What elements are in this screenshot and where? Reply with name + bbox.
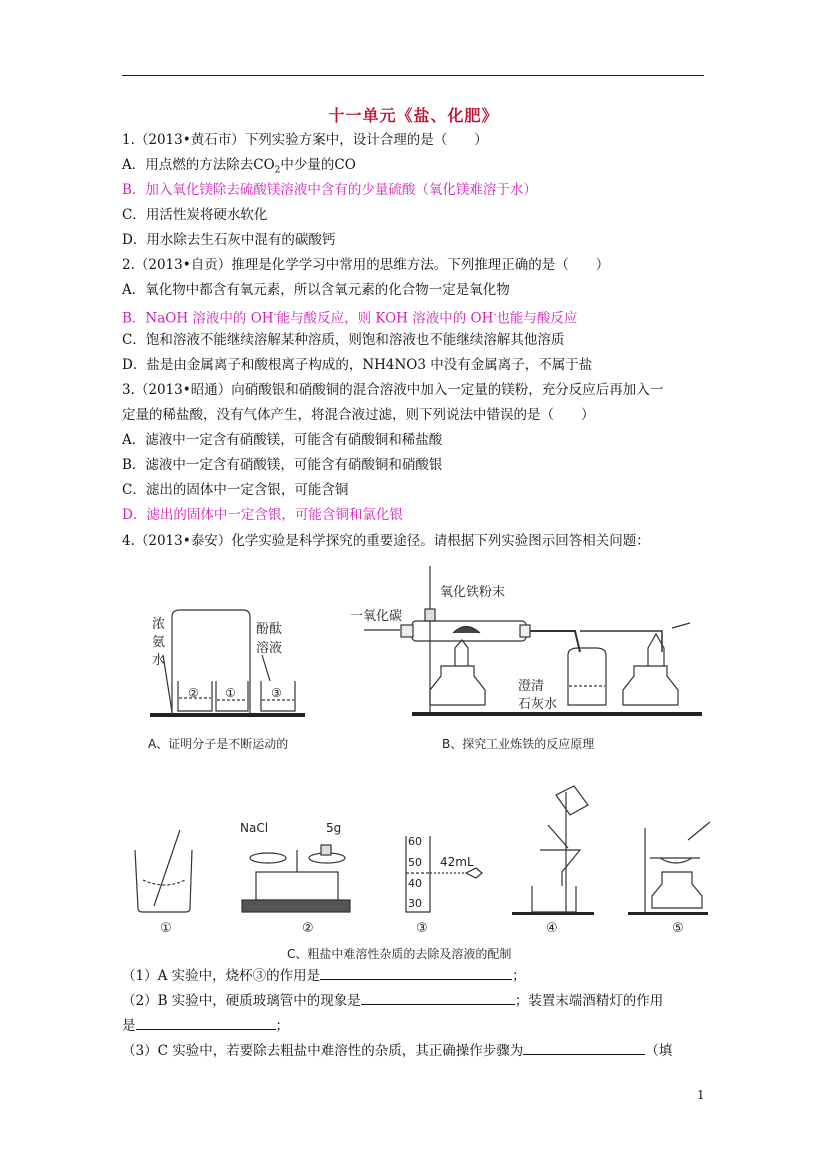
cylinder-tick-50: 50 [408, 856, 422, 869]
q3-option-c: C．滤出的固体中一定含银，可能含铜 [122, 482, 349, 498]
label-nacl: NaCl [240, 821, 269, 835]
step-number-3: ③ [416, 921, 428, 936]
q4-stem: 4.（2013•泰安）化学实验是科学探究的重要途径。请根据下列实验图示回答相关问题： [122, 533, 650, 549]
step-number-4: ④ [546, 921, 558, 936]
q1-option-a: A．用点燃的方法除去$CO_2$中少量的CO [122, 157, 356, 176]
page-number: 1 [697, 1088, 705, 1102]
step-number-2: ② [302, 921, 314, 936]
label-phenolphthalein-1: 酚酞 [256, 622, 283, 637]
label-strong-ammonia-1: 浓 [152, 617, 166, 632]
cylinder-tick-60: 60 [408, 835, 422, 848]
q2-option-b: B．NaOH 溶液中的 OH-能与酸反应，则 KOH 溶液中的 OH-也能与酸反应 [122, 310, 578, 327]
q3-stem-line1: 3.（2013•昭通）向硝酸银和硝酸铜的混合溶液中加入一定量的镁粉，充分反应后再加入一 [122, 382, 664, 398]
caption-b: B、探究工业炼铁的反应原理 [442, 737, 595, 751]
caption-a: A、证明分子是不断运动的 [148, 737, 289, 751]
step-number-1: ① [160, 921, 172, 936]
label-iron-oxide: 氧化铁粉末 [440, 585, 506, 600]
q1-option-b: B．加入氧化镁除去硫酸镁溶液中含有的少量硫酸（氧化镁难溶于水） [122, 182, 537, 198]
beaker-number-2: ② [188, 686, 199, 700]
page-title: 十一单元《盐、化肥》 [328, 106, 499, 125]
answer-blank-2[interactable] [361, 991, 515, 1005]
label-phenolphthalein-2: 溶液 [256, 641, 283, 656]
beaker-number-3: ③ [271, 686, 282, 700]
q2-stem: 2.（2013•自贡）推理是化学学习中常用的思维方法。下列推理正确的是（ ） [122, 257, 610, 273]
q2-option-d: D．盐是由金属离子和酸根离子构成的，NH4NO3 中没有金属离子，不属于盐 [122, 357, 593, 373]
answer-blank-3[interactable] [136, 1016, 276, 1030]
q4-subquestion-1: （1）A 实验中，烧杯③的作用是 ； [122, 968, 526, 984]
step-number-5: ⑤ [672, 921, 684, 936]
beaker-number-1: ① [225, 686, 236, 700]
q3-option-a: A．滤液中一定含有硝酸镁，可能含有硝酸铜和稀盐酸 [122, 432, 443, 448]
q1-option-c: C．用活性炭将硬水软化 [122, 207, 268, 223]
label-strong-ammonia-2: 氨 [152, 635, 166, 650]
answer-blank-1[interactable] [320, 966, 512, 980]
q2-option-c: C．饱和溶液不能继续溶解某种溶质，则饱和溶液也不能继续溶解其他溶质 [122, 332, 565, 348]
q4-subquestion-3: （3）C 实验中，若要除去粗盐中难溶性的杂质，其正确操作步骤为 （填 [122, 1043, 673, 1059]
label-carbon-monoxide: 一氧化碳 [350, 609, 403, 624]
caption-c: C、粗盐中难溶性杂质的去除及溶液的配制 [287, 947, 512, 961]
q3-option-d: D．滤出的固体中一定含银，可能含铜和氯化银 [122, 507, 403, 523]
cylinder-tick-30: 30 [408, 897, 422, 910]
q2-option-a: A．氧化物中都含有氧元素，所以含氧元素的化合物一定是氧化物 [122, 282, 510, 298]
q1-option-d: D．用水除去生石灰中混有的碳酸钙 [122, 232, 336, 248]
answer-blank-4[interactable] [523, 1041, 645, 1055]
q4-subquestion-2-cont: 是 ； [122, 1018, 289, 1034]
label-42ml: 42mL [440, 855, 474, 869]
label-5g: 5g [326, 821, 342, 835]
q3-stem-line2: 定量的稀盐酸，没有气体产生，将混合液过滤，则下列说法中错误的是（ ） [122, 407, 595, 423]
label-clear-lime-water-1: 澄清 [518, 679, 545, 694]
q3-option-b: B．滤液中一定含有硝酸镁，可能含有硝酸铜和硝酸银 [122, 457, 443, 473]
cylinder-tick-40: 40 [408, 877, 422, 890]
label-clear-lime-water-2: 石灰水 [518, 697, 558, 712]
q4-subquestion-2: （2）B 实验中，硬质玻璃管中的现象是 ；装置末端酒精灯的作用 [122, 993, 664, 1009]
label-strong-ammonia-3: 水 [152, 653, 166, 668]
q1-stem: 1.（2013•黄石市）下列实验方案中，设计合理的是（ ） [122, 132, 488, 148]
figure-c [135, 786, 710, 915]
